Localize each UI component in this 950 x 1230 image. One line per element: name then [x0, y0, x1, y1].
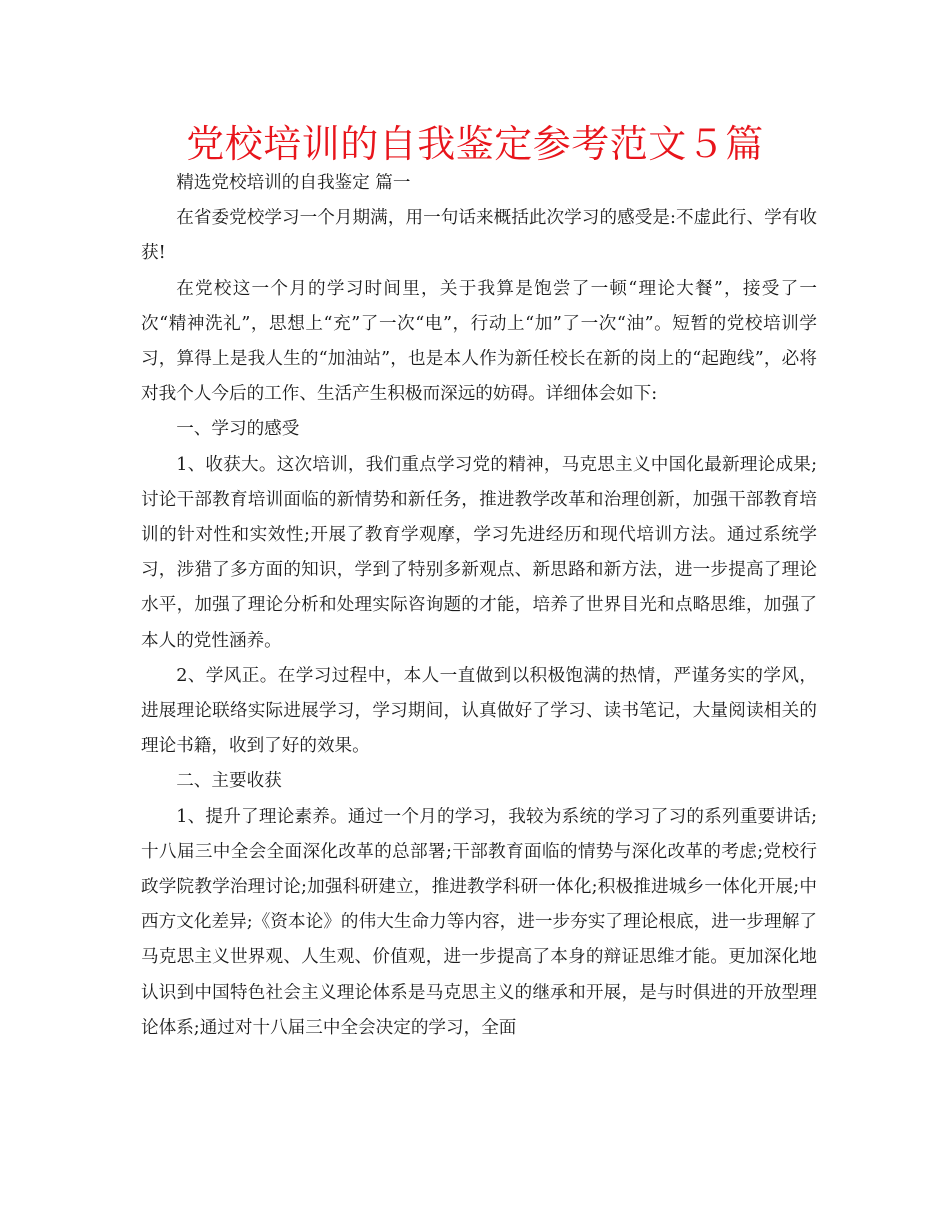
document-title: 党校培训的自我鉴定参考范文５篇	[186, 122, 764, 166]
paragraph: 1、收获大。这次培训，我们重点学习党的精神，马克思主义中国化最新理论成果;讨论干部教育培训面临的新情势和新任务，推进教学改革和治理创新，加强干部教育培训的针对性和实效性;开展了教育学观摩，学习先进经历和现代培训方法。通过系统学习，涉猎了多方面的知识，学到了特别多新观点、新思路和新方法，进一步提高了理论水平，加强了理论分析和处理实际咨询题的才能，培养了世界目光和点略思维，加强了本人的党性涵养。	[141, 454, 817, 651]
paragraph-heading: 二、主要收获	[176, 771, 282, 792]
paragraph: 1、提升了理论素养。通过一个月的学习，我较为系统的学习了习的系列重要讲话;十八届三中全会全面深化改革的总部署;干部教育面临的情势与深化改革的考虑;党校行政学院教学治理讨论;加强科研建立，推进教学科研一体化;积极推进城乡一体化开展;中西方文化差异;《资本论》的伟大生命力等内容，进一步夯实了理论根底，进一步理解了马克思主义世界观、人生观、价值观，进一步提高了本身的辩证思维才能。更加深化地认识到中国特色社会主义理论体系是马克思主义的继承和开展，是与时俱进的开放型理论体系;通过对十八届三中全会决定的学习，全面	[141, 806, 817, 1038]
paragraph: 在省委党校学习一个月期满，用一句话来概括此次学习的感受是:不虚此行、学有收获!	[141, 208, 817, 264]
paragraph-section-heading: 精选党校培训的自我鉴定 篇一	[176, 173, 411, 193]
document-body	[141, 166, 817, 1046]
paragraph-heading: 一、学习的感受	[176, 419, 300, 440]
paragraph: 2、学风正。在学习过程中，本人一直做到以积极饱满的热情，严谨务实的学风，进展理论联络实际进展学习，学习期间，认真做好了学习、读书笔记，大量阅读相关的理论书籍，收到了好的效果。	[141, 665, 817, 757]
paragraph: 在党校这一个月的学习时间里，关于我算是饱尝了一顿“理论大餐”，接受了一次“精神洗礼”，思想上“充”了一次“电”，行动上“加”了一次“油”。短暂的党校培训学习，算得上是我人生的“加油站”，也是本人作为新任校长在新的岗上的“起跑线”，必将对我个人今后的工作、生活产生积极而深远的妨碍。详细体会如下:	[141, 278, 817, 405]
